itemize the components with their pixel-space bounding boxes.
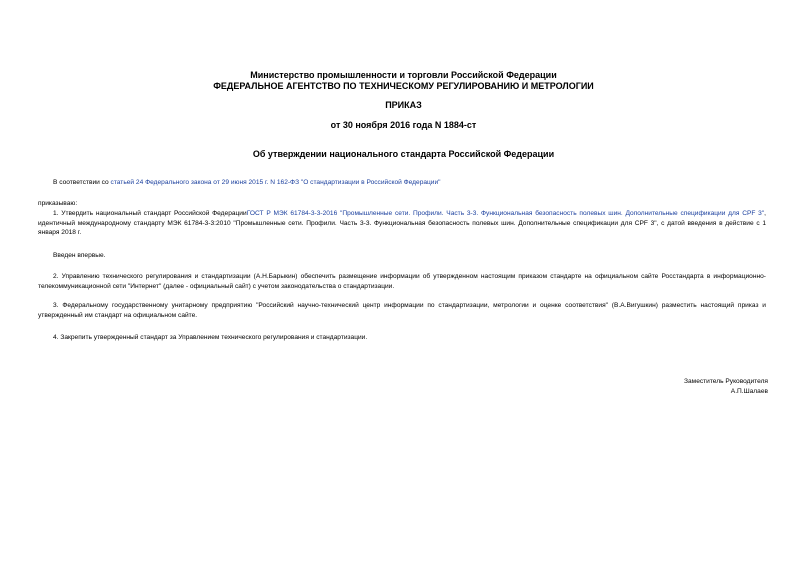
- item-4: 4. Закрепить утвержденный стандарт за Управлением технического регулирования и стандартизации.: [53, 334, 368, 341]
- preamble: [38, 178, 766, 188]
- item-2: 2. Управлению технического регулирования и стандартизации (А.Н.Барыкин) обеспечить размещение информации об утвержденном настоящим приказом стандарте на официальном сайте Росстандарта в информационно-телекоммуникационной сети "Интернет" (далее - официальный сайт) с учетом законодательства о стандартизации.: [38, 273, 766, 290]
- item-1-prefix: 1. Утвердить национальный стандарт Российской Федерации: [53, 210, 247, 217]
- law-article-link[interactable]: статьей 24 Федерального закона от 29 июня 2015 г. N 162-ФЗ "О стандартизации в Российской Федерации": [110, 179, 441, 186]
- item-3: 3. Федеральному государственному унитарному предприятию "Российский научно-технический центр информации по стандартизации, метрологии и оценке соответствия" (В.А.Вигушкин) разместить настоящий приказ и утвержденный им стандарт на официальном сайте.: [38, 302, 766, 319]
- ministry-name: Министерство промышленности и торговли Российской Федерации: [250, 70, 557, 80]
- signer-position: Заместитель Руководителя: [684, 378, 768, 385]
- doc-type: ПРИКАЗ: [385, 100, 422, 110]
- agency-name: ФЕДЕРАЛЬНОЕ АГЕНТСТВО ПО ТЕХНИЧЕСКОМУ РЕГУЛИРОВАНИЮ И МЕТРОЛОГИИ: [213, 81, 594, 91]
- first-time-note: Введен впервые.: [53, 252, 106, 259]
- item-1: [38, 209, 766, 238]
- signer-name: А.П.Шалаев: [730, 388, 768, 395]
- gost-standard-link[interactable]: ГОСТ Р МЭК 61784-3-3-2016 "Промышленные сети. Профили. Часть 3-3. Функциональная безопасность полевых шин. Дополнительные спецификации для CPF 3": [246, 210, 765, 217]
- doc-title: Об утверждении национального стандарта Российской Федерации: [252, 149, 555, 159]
- item-1-suffix: , идентичный международному стандарту МЭК 61784-3-3:2010 "Промышленные сети. Профили. Часть 3-3. Функциональная безопасность полевых шин. Дополнительные спецификации для CPF 3", с датой введения в действие с 1 января 2018 г.: [38, 210, 766, 236]
- order-word: приказываю:: [38, 200, 78, 207]
- preamble-prefix: В соответствии со: [53, 179, 111, 186]
- doc-date-number: от 30 ноября 2016 года N 1884-ст: [330, 120, 477, 130]
